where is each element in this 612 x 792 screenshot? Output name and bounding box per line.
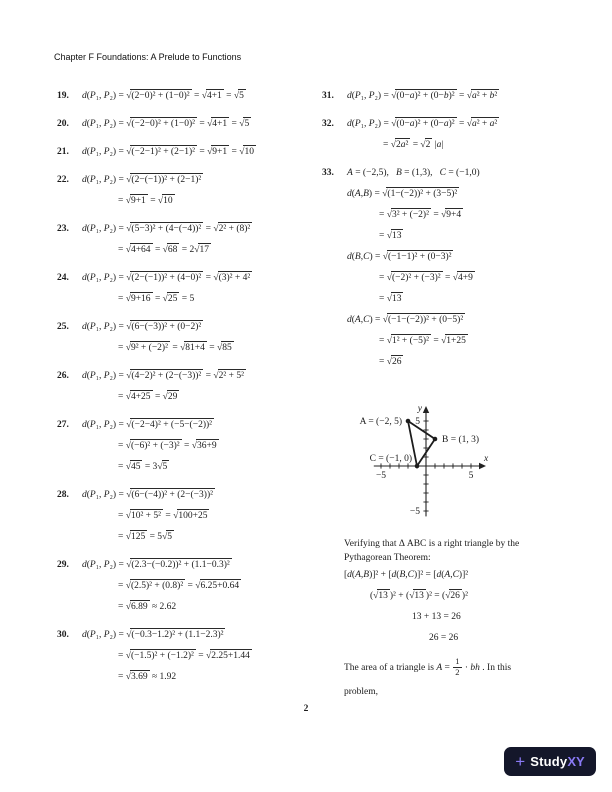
problems-right-list: [322, 86, 594, 373]
problems-right-column: [322, 86, 594, 701]
problem-number: 31.: [322, 91, 334, 101]
problem-body: [82, 625, 311, 688]
math-line: = √3.69 ≈ 1.92: [118, 672, 177, 682]
triangle-figure: [330, 380, 594, 529]
math-line: = √1² + (−5)² = √1+25: [379, 336, 466, 346]
math-line: = √(−1.5)² + (−1.2)² = √2.25+1.44: [118, 651, 250, 661]
verify-text-line-2: Pythagorean Theorem:: [344, 553, 431, 563]
point-dot-C: [415, 464, 420, 469]
math-line: = √10² + 5² = √100+25: [118, 511, 208, 521]
point-label-B: B = (1, 3): [442, 435, 480, 445]
math-line: d(P₁, P₂) = √(−2−4)² + (−5−(−2))²: [82, 420, 212, 430]
math-line: d(P₁, P₂) = √(0−a)² + (0−b)² = √a² + b²: [347, 91, 498, 101]
problem-body: [82, 485, 311, 548]
math-line: d(P₁, P₂) = √(4−2)² + (2−(−3))² = √2² + 5²: [82, 371, 244, 381]
triangle-path: [408, 421, 435, 466]
math-line: = √45 = 3√5: [118, 462, 168, 472]
problem-number: 26.: [57, 371, 69, 381]
verify-math-line: (√13 )² + (√13 )² = (√26 )²: [370, 591, 468, 601]
y-axis-neg-label: −5: [409, 507, 420, 517]
area-text-post: In this: [484, 663, 512, 673]
problem-body: [82, 317, 311, 359]
math-line: = √9+16 = √25 = 5: [118, 294, 195, 304]
math-line: = √(−6)² + (−3)² = √36+9: [118, 441, 217, 451]
x-axis-pos-label: 5: [468, 471, 474, 481]
x-axis-neg-label: −5: [375, 471, 387, 481]
problem-number: 28.: [57, 490, 69, 500]
problem-number: 33.: [322, 168, 334, 178]
problem-number: 19.: [57, 91, 69, 101]
problem-body: [82, 219, 311, 261]
verify-math-line: 13 + 13 = 26: [412, 612, 461, 622]
y-axis-letter: y: [417, 404, 422, 414]
math-line: d(P₁, P₂) = √(2.3−(−0.2))² + (1.1−0.3)²: [82, 560, 230, 570]
math-line: d(P₁, P₂) = √(0−a)² + (0−a)² = √a² + a²: [347, 119, 498, 129]
math-line: = √2a² = √2 |a|: [383, 140, 444, 150]
problem-body: [82, 142, 311, 163]
problem-number: 32.: [322, 119, 334, 129]
area-formula: A = $\frac{1}{2}$ · bh .: [436, 655, 485, 677]
math-line: = √13: [379, 231, 402, 241]
problem-body: [82, 114, 311, 135]
problem-body: [82, 366, 311, 408]
math-line: = √9² + (−2)² = √81+4 = √85: [118, 343, 232, 353]
math-line: d(P₁, P₂) = √(2−0)² + (1−0)² = √4+1 = √5: [82, 91, 244, 101]
math-line: = √125 = 5√5: [118, 532, 173, 542]
logo-brand-text: Study: [530, 754, 568, 769]
math-line: d(A,B) = √(1−(−2))² + (3−5)²: [347, 189, 458, 199]
problem-number: 30.: [57, 630, 69, 640]
math-line: = √4+64 = √68 = 2√17: [118, 245, 209, 255]
area-text-pre: The area of a triangle is: [344, 663, 437, 673]
math-line: d(P₁, P₂) = √(−2−1)² + (2−1)² = √9+1 = √10: [82, 147, 254, 157]
problem: [57, 317, 311, 359]
problem: [57, 86, 311, 107]
point-label-C: C = (−1, 0): [369, 454, 412, 464]
problem: [57, 170, 311, 212]
problem: [322, 86, 594, 107]
problem: [57, 625, 311, 688]
verify-math-line: [d(A,B)]² + [d(B,C)]² = [d(A,C)]²: [344, 570, 469, 580]
math-line: = √(2.5)² + (0.8)² = √6.25+0.64: [118, 581, 240, 591]
area-continuation: problem,: [344, 687, 379, 697]
problem-body: [347, 86, 594, 107]
problem-body: [82, 555, 311, 618]
math-line: d(P₁, P₂) = √(−2−0)² + (1−0)² = √4+1 = √5: [82, 119, 250, 129]
math-line: d(P₁, P₂) = √(6−(−3))² + (0−2)²: [82, 322, 202, 332]
problem-body: [82, 268, 311, 310]
math-line: = √(−2)² + (−3)² = √4+9: [379, 273, 473, 283]
problem: [57, 114, 311, 135]
math-line: d(P₁, P₂) = √(2−(−1))² + (2−1)²: [82, 175, 202, 185]
math-line: = √9+1 = √10: [118, 196, 173, 206]
problem-body: [82, 170, 311, 212]
verify-equations: [322, 565, 594, 649]
problem: [57, 366, 311, 408]
chapter-header: Chapter F Foundations: A Prelude to Functions: [54, 52, 242, 62]
math-line: d(P₁, P₂) = √(2−(−1))² + (4−0)² = √(3)² + 4²: [82, 273, 251, 283]
problem: [57, 485, 311, 548]
math-line: d(P₁, P₂) = √(5−3)² + (4−(−4))² = √2² + (8)²: [82, 224, 251, 234]
point-label-A: A = (−2, 5): [359, 417, 402, 427]
math-line: A = (−2,5), B = (1,3), C = (−1,0): [347, 168, 480, 178]
problem: [57, 219, 311, 261]
math-line: d(P₁, P₂) = √(−0.3−1.2)² + (1.1−2.3)²: [82, 630, 224, 640]
problem-number: 29.: [57, 560, 69, 570]
problem: [57, 415, 311, 478]
x-axis-letter: x: [484, 454, 489, 464]
problem: [322, 163, 594, 373]
problems-left-column: [57, 86, 311, 695]
problem-number: 21.: [57, 147, 69, 157]
problem-number: 23.: [57, 224, 69, 234]
problem: [322, 114, 594, 156]
problem-body: [82, 415, 311, 478]
point-dot-B: [433, 437, 438, 442]
math-line: = √6.89 ≈ 2.62: [118, 602, 177, 612]
math-line: d(P₁, P₂) = √(6−(−4))² + (2−(−3))²: [82, 490, 213, 500]
verify-text-line-1: Verifying that Δ ABC is a right triangle by the: [344, 539, 520, 549]
math-line: = √26: [379, 357, 402, 367]
verify-math-line: 26 = 26: [429, 633, 459, 643]
problem-number: 27.: [57, 420, 69, 430]
logo-suffix-text: XY: [567, 754, 585, 769]
problem: [57, 268, 311, 310]
studyxy-logo: [504, 747, 596, 776]
problem: [57, 142, 311, 163]
area-paragraph: [344, 655, 594, 681]
problem-number: 25.: [57, 322, 69, 332]
math-line: = √3² + (−2)² = √9+4: [379, 210, 462, 220]
problem: [57, 555, 311, 618]
problem-number: 22.: [57, 175, 69, 185]
problem-body: [347, 114, 594, 156]
math-line: d(B,C) = √(−1−1)² + (0−3)²: [347, 252, 452, 262]
point-dot-A: [406, 419, 411, 424]
math-line: = √13: [379, 294, 402, 304]
page-number: 2: [303, 704, 309, 714]
math-line: d(A,C) = √(−1−(−2))² + (0−5)²: [347, 315, 464, 325]
y-axis-pos-label: 5: [415, 417, 420, 427]
triangle-graph: [330, 380, 502, 524]
math-line: = √4+25 = √29: [118, 392, 178, 402]
problem-number: 24.: [57, 273, 69, 283]
problem-body: [347, 163, 594, 373]
problem-number: 20.: [57, 119, 69, 129]
plus-icon: +: [515, 752, 526, 771]
problem-body: [82, 86, 311, 107]
